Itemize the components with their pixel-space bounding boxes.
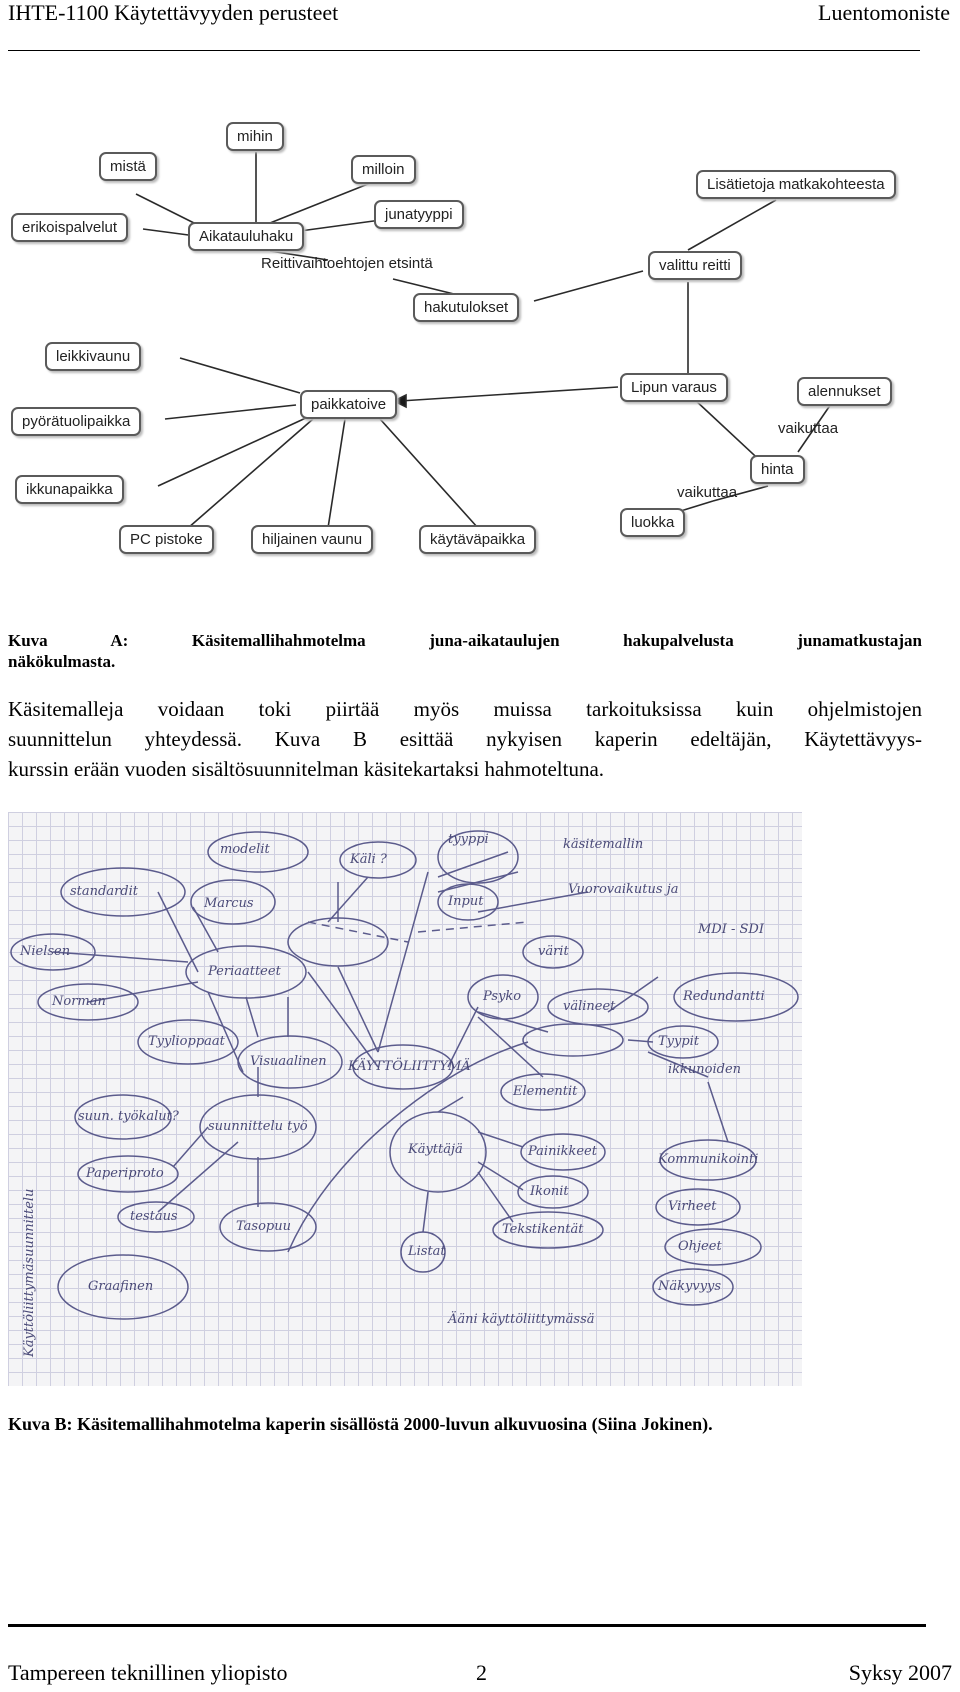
node-pyoratuolipaikka: pyörätuolipaikka [11, 407, 141, 436]
sketch-label-visuaalinen: Visuaalinen [250, 1054, 327, 1069]
sketch-label-testaus: testaus [130, 1209, 178, 1224]
node-aikatauluhaku: Aikatauluhaku [188, 222, 304, 251]
sketch-label-standardit: standardit [70, 884, 139, 899]
node-alennukset: alennukset [797, 377, 892, 406]
node-valittu-reitti: valittu reitti [648, 251, 742, 280]
sketch-label-kasitemalli: käsitemallin [563, 837, 644, 852]
caption-b: Kuva B: Käsitemallihahmotelma kaperin sisällöstä 2000-luvun alkuvuosina (Siina Jokinen). [8, 1414, 713, 1434]
header-course: IHTE-1100 Käytettävyyden perusteet [8, 0, 339, 25]
sketch-label-suunnittelutyo: suunnittelu työ [208, 1119, 308, 1134]
node-hinta: hinta [750, 455, 805, 484]
sketch-label-mdi-sdi: MDI - SDI [698, 922, 764, 937]
node-milloin: milloin [351, 155, 416, 184]
sketch-label-redundantti: Redundantti [683, 989, 765, 1004]
sketch-label-nakyvyys: Näkyvyys [658, 1279, 722, 1294]
node-pc-pistoke: PC pistoke [119, 525, 214, 554]
sketch-label-painikkeet: Painikkeet [528, 1144, 597, 1159]
sketch-label-listat: Listat [408, 1244, 446, 1259]
node-hiljainen-vaunu: hiljainen vaunu [251, 525, 373, 554]
sketch-label-tasopuu: Tasopuu [236, 1219, 291, 1234]
sketch-label-virheet: Virheet [668, 1199, 717, 1214]
edge-label-vaikuttaa-1: vaikuttaa [778, 420, 839, 437]
sketch-label-aani: Ääni käyttöliittymässä [448, 1312, 595, 1327]
footer-institution: Tampereen teknillinen yliopisto [8, 1660, 288, 1685]
sketch-label-input: Input [448, 894, 484, 909]
footer-rule [8, 1624, 926, 1627]
node-lipun-varaus: Lipun varaus [620, 373, 728, 402]
sketch-label-valineet: välineet [563, 999, 616, 1014]
node-luokka: luokka [620, 508, 685, 537]
sketch-label-periaatteet: Periaatteet [208, 964, 281, 979]
node-lisatietoja: Lisätietoja matkakohteesta [696, 170, 896, 199]
node-mista: mistä [99, 152, 157, 181]
sketch-label-tyypit: Tyypit [658, 1034, 700, 1049]
sketch-label-ikkunoiden: ikkunoiden [668, 1062, 742, 1077]
footer-term: Syksy 2007 [848, 1660, 952, 1685]
edge-label-reittivaihtoehtojen: Reittivaihtoehtojen etsintä [261, 255, 433, 272]
node-ikkunapaikka: ikkunapaikka [15, 475, 124, 504]
node-hakutulokset: hakutulokset [413, 293, 519, 322]
sketch-label-norman: Norman [52, 994, 106, 1009]
sketch-label-tyylioppaat: Tyylioppaat [148, 1034, 225, 1049]
node-kaytavapaikka: käytäväpaikka [419, 525, 536, 554]
caption-a-line2: näkökulmasta. [8, 652, 116, 671]
sketch-label-modelit: modelit [220, 842, 270, 857]
node-junatyyppi: junatyyppi [374, 200, 464, 229]
footer-page-number: 2 [476, 1660, 487, 1685]
sketch-label-ikonit: Ikonit [530, 1184, 569, 1199]
body-paragraph [8, 694, 922, 784]
paragraph-line: kurssin erään vuoden sisältösuunnitelman käsitekartaksi hahmoteltuna. [8, 757, 605, 781]
sketch-label-tekstikentat: Tekstikentät [502, 1222, 584, 1237]
caption-a-line1: Kuva A: Käsitemallihahmotelma juna-aikataulujen hakupalvelusta junamatkustajan [8, 631, 922, 650]
sketch-label-suun-tyokalut: suun. työkalut? [78, 1109, 179, 1124]
node-leikkivaunu: leikkivaunu [45, 342, 141, 371]
sketch-label-varit: värit [538, 944, 569, 959]
sketch-label-paperiproto: Paperiproto [86, 1166, 164, 1181]
sketch-label-ohjeet: Ohjeet [678, 1239, 722, 1254]
header-rule [8, 50, 920, 51]
header-doc-type: Luentomoniste [818, 0, 950, 25]
edge-label-vaikuttaa-2: vaikuttaa [677, 484, 738, 501]
sketch-label-elementit: Elementit [513, 1084, 578, 1099]
sketch-label-marcus: Marcus [204, 896, 254, 911]
sketch-label-kayttaja: Käyttäjä [408, 1142, 463, 1157]
node-erikoispalvelut: erikoispalvelut [11, 213, 128, 242]
sketch-label-vuorovaikutus: Vuorovaikutus ja [568, 882, 679, 897]
sketch-label-tyyppi: tyyppi [448, 832, 489, 847]
figure-b-handwritten-map [8, 812, 802, 1386]
sketch-label-kayttoliittymasuunnittelu: Käyttöliittymäsuunnittelu [22, 1188, 37, 1357]
node-paikkatoive: paikkatoive [300, 390, 397, 419]
figure-a-concept-map [8, 108, 928, 610]
sketch-label-nielsen: Nielsen [20, 944, 71, 959]
sketch-label-graafinen: Graafinen [88, 1279, 154, 1294]
sketch-label-kommunikointi: Kommunikointi [658, 1152, 759, 1167]
sketch-label-kayttoliittyma: KÄYTTÖLIITTYMÄ [348, 1059, 471, 1074]
sketch-label-psyko: Psyko [483, 989, 522, 1004]
sketch-label-kali: Käli ? [350, 852, 387, 867]
node-mihin: mihin [226, 122, 284, 151]
paragraph-line: suunnittelun yhteydessä. Kuva B esittää nykyisen kaperin edeltäjän, Käytettävyys- [8, 727, 922, 751]
paragraph-line: Käsitemalleja voidaan toki piirtää myös muissa tarkoituksissa kuin ohjelmistojen [8, 697, 922, 721]
